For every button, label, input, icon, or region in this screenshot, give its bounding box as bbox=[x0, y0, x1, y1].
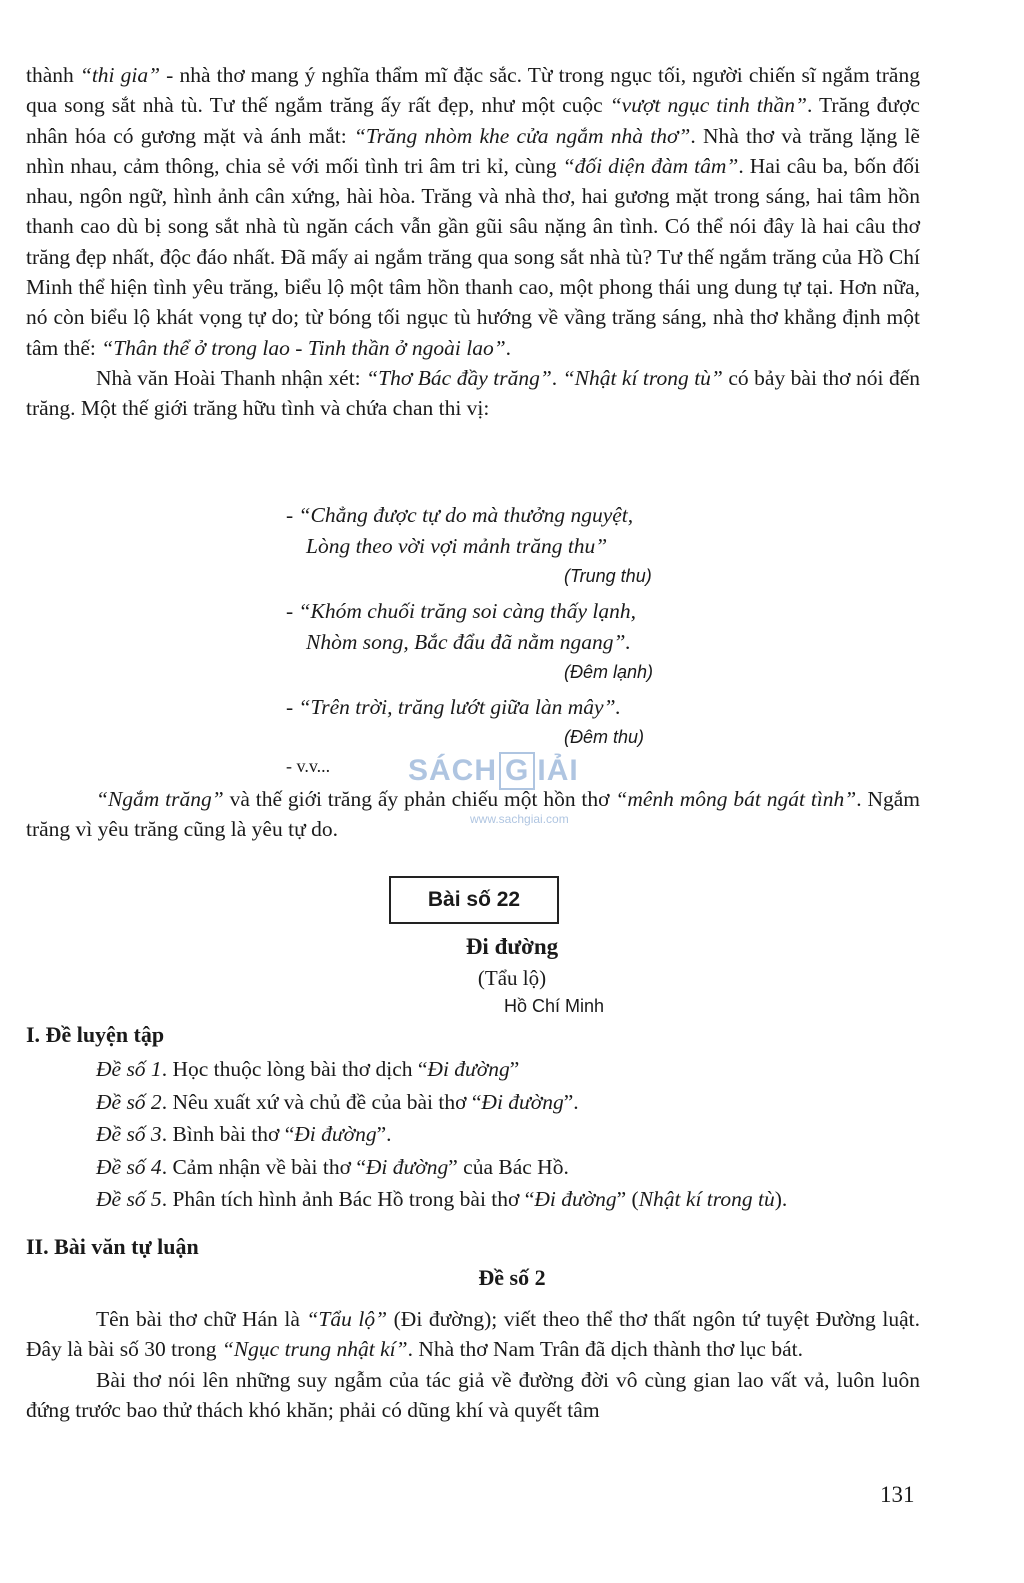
page-number: 131 bbox=[880, 1482, 915, 1507]
intro-text bbox=[26, 60, 920, 424]
lesson-number-box: Bài số 22 bbox=[389, 876, 559, 924]
exercise-item: Đề số 5. Phân tích hình ảnh Bác Hồ trong bài thơ “Đi đường” (Nhật kí trong tù). bbox=[96, 1187, 788, 1211]
poem-line: - “Khóm chuối trăng soi càng thấy lạnh, bbox=[286, 599, 636, 623]
exercise-list bbox=[96, 1053, 787, 1216]
poem-quotes bbox=[286, 500, 886, 782]
paragraph-essay-1: Tên bài thơ chữ Hán là “Tẩu lộ” (Đi đường); viết theo thể thơ thất ngôn tứ tuyệt Đường luật. Đây là bài số 30 trong “Ngục trung nhật kí”. Nhà thơ Nam Trân đã dịch thành thơ lục bát. bbox=[26, 1307, 920, 1362]
section-heading-practice: I. Đề luyện tập bbox=[26, 1022, 165, 1047]
poem-source: (Đêm thu) bbox=[564, 727, 645, 747]
essay-text bbox=[26, 1304, 920, 1425]
paragraph-conclusion: “Ngắm trăng” và thế giới trăng ấy phản chiếu một hồn thơ “mênh mông bát ngát tình”. Ngắm trăng vì yêu trăng cũng là yêu tự do. bbox=[26, 787, 920, 842]
poem-subtitle: (Tẩu lộ) bbox=[477, 966, 547, 990]
poem-etc: - v.v... bbox=[286, 756, 331, 776]
exercise-item: Đề số 4. Cảm nhận về bài thơ “Đi đường” của Bác Hồ. bbox=[96, 1154, 569, 1179]
poem-author: Hồ Chí Minh bbox=[504, 996, 605, 1016]
watermark-logo: SÁCH G IẢI bbox=[408, 752, 579, 790]
poem-line: - “Trên trời, trăng lướt giữa làn mây”. bbox=[286, 695, 621, 719]
poem-source: (Trung thu) bbox=[564, 566, 652, 586]
watermark-url: www.sachgiai.com bbox=[470, 812, 569, 826]
poem-line: Nhòm song, Bắc đẩu đã nằm ngang”. bbox=[306, 630, 631, 654]
conclusion-text bbox=[26, 784, 920, 845]
paragraph-thi-gia: thành “thi gia” - nhà thơ mang ý nghĩa thẩm mĩ đặc sắc. Từ trong ngục tối, người chiến sĩ ngắm trăng qua song sắt nhà tù. Tư thế ngắm trăng ấy rất đẹp, như một cuộc “vượt ngục tinh thần”. Trăng được nhân hóa có gương mặt và ánh mắt: “Trăng nhòm khe cửa ngắm nhà thơ”. Nhà thơ và trăng lặng lẽ nhìn nhau, cảm thông, chia sẻ với mối tình tri âm tri kỉ, cùng “đối diện đàm tâm”. Hai câu ba, bốn đối nhau, ngôn ngữ, hình ảnh cân xứng, hài hòa. Trăng và nhà thơ, hai gương mặt trong sáng, hai tâm hồn thanh cao dù bị song sắt nhà tù ngăn cách vẫn gần gũi sâu nặng ân tình. Có thể nói đây là hai câu thơ trăng đẹp nhất, độc đáo nhất. Đã mấy ai ngắm trăng qua song sắt nhà tù? Tư thế ngắm trăng của Hồ Chí Minh thể hiện tình yêu trăng, biểu lộ một tâm hồn thanh cao, một phong thái ung dung tự tại. Hơn nữa, nó còn biểu lộ khát vọng tự do; từ bóng tối ngục tù hướng về vầng trăng sáng, nhà thơ khẳng định một tâm thế: “Thân thể ở trong lao - Tinh thần ở ngoài lao”. bbox=[26, 63, 920, 360]
essay-title: Đề số 2 bbox=[478, 1265, 546, 1290]
paragraph-hoai-thanh: Nhà văn Hoài Thanh nhận xét: “Thơ Bác đầy trăng”. “Nhật kí trong tù” có bảy bài thơ nói đến trăng. Một thế giới trăng hữu tình và chứa chan thi vị: bbox=[26, 365, 921, 421]
section-heading-essay: II. Bài văn tự luận bbox=[26, 1234, 199, 1259]
exercise-item: Đề số 3. Bình bài thơ “Đi đường”. bbox=[96, 1122, 392, 1146]
poem-line: - “Chẳng được tự do mà thưởng nguyệt, bbox=[286, 503, 634, 527]
exercise-item: Đề số 2. Nêu xuất xứ và chủ đề của bài thơ “Đi đường”. bbox=[96, 1089, 579, 1114]
paragraph-essay-2: Bài thơ nói lên những suy ngẫm của tác giả về đường đời vô cùng gian lao vất vả, luôn luôn đứng trước bao thử thách khó khăn; phải có dũng khí và quyết tâm bbox=[26, 1367, 920, 1422]
poem-title: Đi đường bbox=[465, 934, 559, 959]
poem-source: (Đêm lạnh) bbox=[564, 662, 654, 682]
poem-line: Lòng theo vời vợi mảnh trăng thu” bbox=[306, 534, 608, 558]
exercise-item: Đề số 1. Học thuộc lòng bài thơ dịch “Đi đường” bbox=[96, 1057, 520, 1081]
